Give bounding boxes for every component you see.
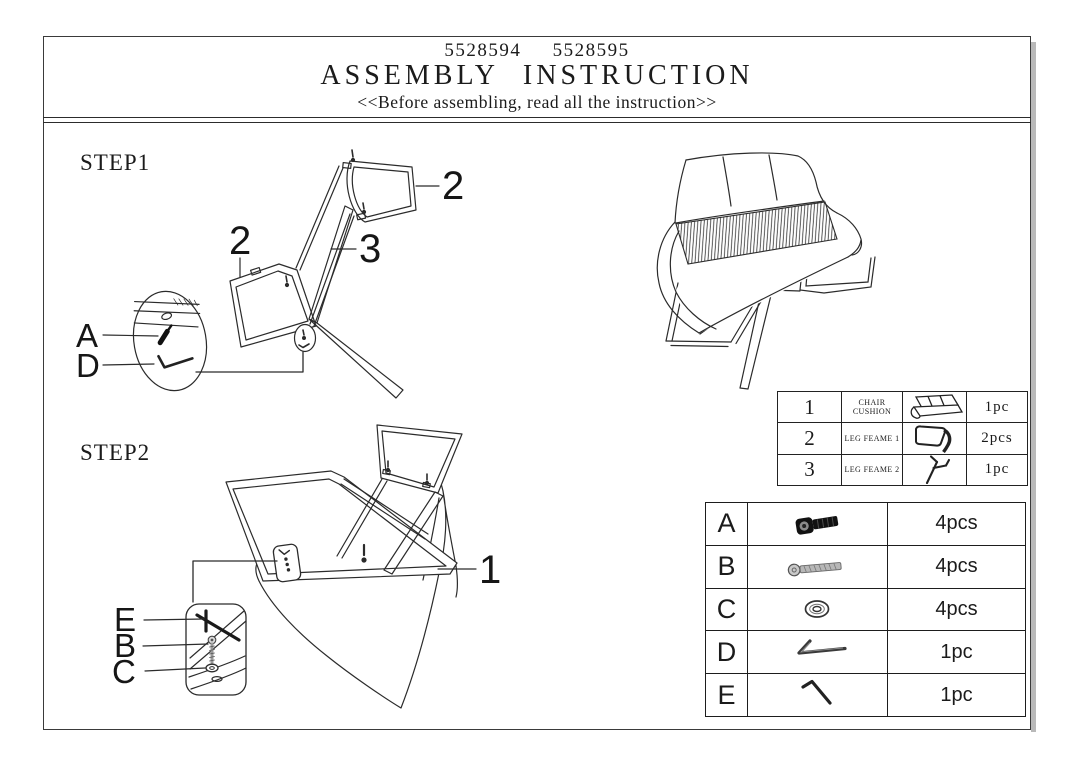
hardware-callout-ellipse — [126, 286, 214, 397]
assembled-bench-illustration — [657, 153, 875, 389]
washer-c-glyph — [206, 664, 218, 672]
washer-icon — [748, 589, 887, 629]
allen-key-icon — [748, 632, 887, 672]
table-row — [706, 588, 1026, 631]
step2-heading: STEP2 — [80, 440, 151, 465]
hardware-letter: B — [706, 545, 748, 588]
leg-frame-2-icon — [904, 455, 966, 484]
hardware-label-d: D — [76, 347, 100, 384]
part-qty: 2pcs — [967, 423, 1028, 454]
hardware-label-c: C — [112, 653, 136, 690]
back-frame-step2 — [377, 425, 462, 493]
part-name: LEG FEAME 2 — [842, 454, 903, 485]
hardware-letter: D — [706, 631, 748, 674]
leg-frame-top — [343, 161, 416, 222]
part-number: 1 — [778, 392, 842, 423]
hardware-label-a: A — [76, 317, 99, 354]
hardware-qty: 4pcs — [888, 588, 1026, 631]
part-label-2-top: 2 — [442, 164, 465, 208]
header-rule-2 — [43, 122, 1031, 123]
part-number: 2 — [778, 423, 842, 454]
part-name: CHAIR CUSHION — [842, 392, 903, 423]
table-row — [778, 423, 1028, 454]
hardware-qty: 4pcs — [888, 545, 1026, 588]
hardware-qty: 1pc — [888, 631, 1026, 674]
part-qty: 1pc — [967, 454, 1028, 485]
rail-detail-box — [273, 544, 302, 583]
step1-diagram — [103, 150, 439, 398]
header-rule-1 — [43, 117, 1031, 118]
part-label-1: 1 — [479, 548, 502, 592]
chair-cushion-icon — [904, 393, 966, 422]
part-number: 3 — [778, 454, 842, 485]
hardware-table — [705, 502, 1026, 717]
part-label-2-left: 2 — [229, 219, 252, 263]
model-numbers: 5528594 5528595 — [444, 40, 630, 61]
table-row — [778, 392, 1028, 423]
parts-table — [777, 391, 1028, 486]
table-row — [706, 503, 1026, 546]
step1-heading: STEP1 — [80, 150, 151, 175]
joint-detail-circle — [295, 325, 316, 352]
hardware-callout-box — [186, 604, 246, 695]
page-title: ASSEMBLY INSTRUCTION — [320, 60, 754, 91]
hardware-letter: A — [706, 503, 748, 546]
hardware-letter: E — [706, 674, 748, 717]
leg-frame-1-icon — [904, 424, 966, 453]
angled-key-icon — [748, 675, 887, 715]
page-subtitle: <<Before assembling, read all the instruction>> — [357, 92, 717, 112]
hardware-letter: C — [706, 588, 748, 631]
hardware-label-b: B — [114, 627, 137, 664]
part-qty: 1pc — [967, 392, 1028, 423]
table-row — [706, 631, 1026, 674]
table-row — [706, 674, 1026, 717]
part-label-3: 3 — [359, 227, 382, 271]
hardware-label-e: E — [114, 601, 137, 638]
table-row — [778, 454, 1028, 485]
step2-diagram — [143, 425, 476, 708]
screw-icon — [748, 547, 887, 587]
hardware-qty: 4pcs — [888, 503, 1026, 546]
bolt-icon — [748, 504, 887, 544]
hardware-qty: 1pc — [888, 674, 1026, 717]
part-name: LEG FEAME 1 — [842, 423, 903, 454]
table-row — [706, 545, 1026, 588]
